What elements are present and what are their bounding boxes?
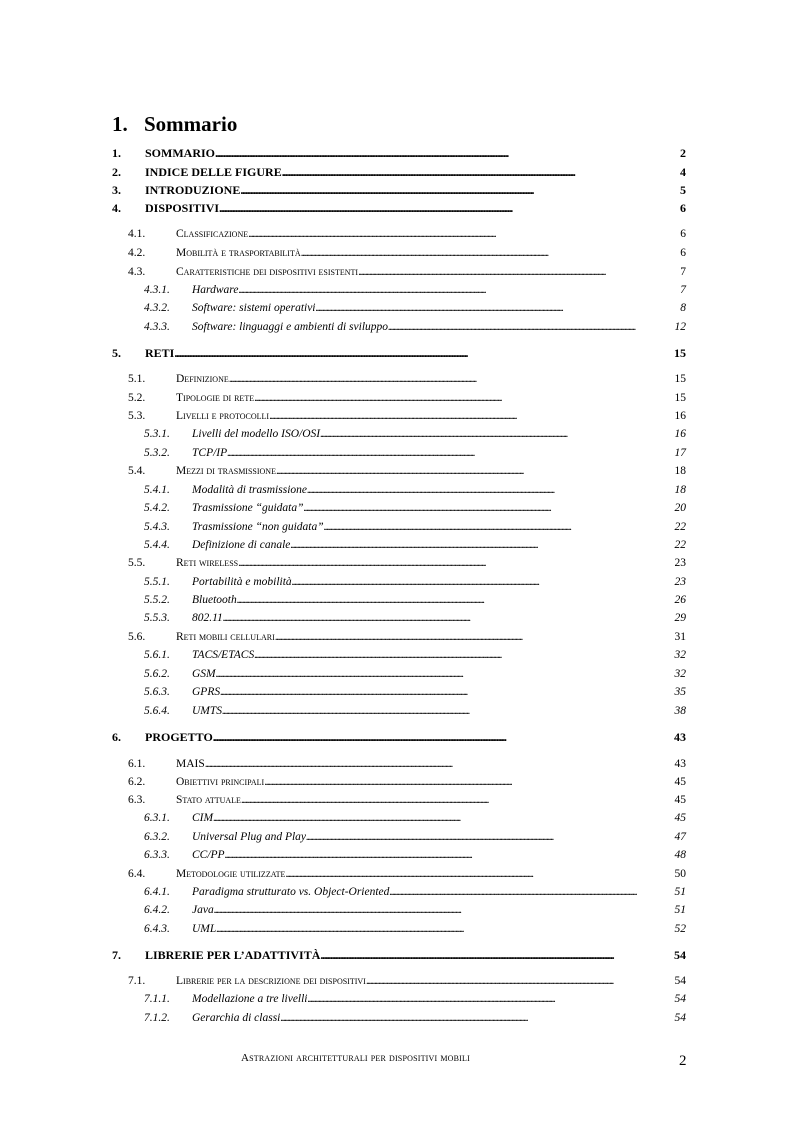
toc-entry-page: 12 — [674, 321, 686, 333]
toc-dot-leader — [229, 371, 675, 387]
toc-entry-title: Java — [192, 904, 214, 916]
toc-entry-page: 23 — [674, 557, 686, 569]
toc-entry-line — [176, 463, 686, 479]
toc-entry-line — [192, 482, 686, 498]
toc-entry-title: RETI — [145, 346, 175, 360]
toc-entry-number: 5.2. — [128, 392, 146, 404]
toc-entry-line — [192, 810, 686, 826]
toc-dot-leader — [241, 792, 675, 808]
toc-entry-line — [192, 703, 686, 719]
toc-entry-number: 5.5. — [128, 557, 146, 569]
toc-entry-line — [192, 282, 686, 298]
toc-entry-line — [192, 829, 686, 845]
toc-entry-title: LIBRERIE PER L’ADATTIVITÀ — [145, 948, 321, 962]
toc-dot-leader — [215, 145, 680, 161]
toc-entry[interactable] — [112, 182, 686, 198]
toc-entry-number: 6.3.2. — [144, 831, 170, 843]
toc-entry[interactable] — [112, 647, 686, 663]
toc-entry-title: Classificazione — [176, 228, 249, 240]
toc-entry-line — [192, 319, 686, 335]
toc-entry-line — [176, 792, 686, 808]
toc-entry-title: Librerie per la descrizione dei dispositivi — [176, 975, 366, 987]
toc-entry[interactable] — [112, 200, 686, 216]
toc-entry-title: Stato attuale — [176, 794, 241, 806]
toc-entry-page: 35 — [674, 686, 686, 698]
toc-entry-title: Gerarchia di classi — [192, 1012, 281, 1024]
toc-dot-leader — [254, 647, 674, 663]
toc-entry-number: 4.3. — [128, 266, 146, 278]
toc-entry-page: 54 — [674, 975, 686, 987]
toc-entry-number: 5.5.3. — [144, 612, 170, 624]
toc-entry-title: UMTS — [192, 705, 223, 717]
toc-entry[interactable] — [112, 729, 686, 745]
toc-entry-line — [176, 226, 686, 242]
toc-entry[interactable] — [112, 390, 686, 406]
toc-entry-title: Software: linguaggi e ambienti di sviluppo — [192, 321, 389, 333]
toc-entry-title: Caratteristiche dei dispositivi esistenti — [176, 266, 359, 278]
toc-entry[interactable] — [112, 145, 686, 161]
toc-entry-line — [145, 947, 686, 963]
toc-dot-leader — [304, 500, 675, 516]
toc-entry-line — [192, 684, 686, 700]
toc-dot-leader — [227, 445, 674, 461]
toc-entry-page: 16 — [674, 410, 686, 422]
toc-dot-leader — [358, 264, 680, 280]
toc-dot-leader — [292, 574, 675, 590]
toc-entry-page: 6 — [680, 247, 686, 259]
toc-dot-leader — [223, 610, 675, 626]
toc-entry-title: Reti mobili cellulari — [176, 631, 275, 643]
toc-entry-number: 5.4.4. — [144, 539, 170, 551]
toc-entry-line — [176, 973, 686, 989]
toc-entry[interactable] — [112, 264, 686, 280]
toc-entry-title: Definizione — [176, 373, 229, 385]
toc-entry-page: 17 — [674, 447, 686, 459]
footer-title: Astrazioni architetturali per dispositivi mobili — [241, 1052, 470, 1064]
toc-entry-title: CIM — [192, 812, 214, 824]
toc-entry[interactable] — [112, 319, 686, 335]
toc-dot-leader — [388, 319, 674, 335]
toc-entry-line — [192, 666, 686, 682]
toc-entry[interactable] — [112, 408, 686, 424]
page-title-text: Sommario — [144, 112, 238, 137]
toc-entry[interactable] — [112, 519, 686, 535]
toc-entry-page: 45 — [674, 776, 686, 788]
toc-entry[interactable] — [112, 684, 686, 700]
toc-entry-line — [192, 500, 686, 516]
toc-entry-line — [176, 866, 686, 882]
toc-entry[interactable] — [112, 345, 686, 361]
toc-entry-title: Portabilità e mobilità — [192, 576, 292, 588]
toc-entry[interactable] — [112, 991, 686, 1007]
toc-dot-leader — [308, 991, 675, 1007]
toc-entry-page: 52 — [674, 923, 686, 935]
toc-entry-page: 7 — [680, 266, 686, 278]
toc-entry-line — [192, 300, 686, 316]
toc-entry-line — [145, 729, 686, 745]
toc-dot-leader — [219, 200, 680, 216]
toc-entry-line — [176, 408, 686, 424]
toc-entry[interactable] — [112, 245, 686, 261]
toc-entry-line — [192, 991, 686, 1007]
toc-entry-title: Universal Plug and Play — [192, 831, 307, 843]
toc-dot-leader — [248, 226, 680, 242]
toc-entry[interactable] — [112, 629, 686, 645]
toc-dot-leader — [316, 300, 681, 316]
toc-dot-leader — [306, 829, 674, 845]
toc-entry[interactable] — [112, 973, 686, 989]
toc-entry-line — [192, 592, 686, 608]
toc-dot-leader — [213, 810, 674, 826]
toc-entry-page: 54 — [674, 993, 686, 1005]
toc-entry-line — [145, 182, 686, 198]
toc-dot-leader — [282, 164, 680, 180]
toc-entry-number: 6.4.1. — [144, 886, 170, 898]
toc-entry-title: Mobilità e trasportabilità — [176, 247, 301, 259]
toc-entry-line — [192, 426, 686, 442]
toc-entry-line — [176, 264, 686, 280]
toc-dot-leader — [280, 1010, 674, 1026]
toc-entry-number: 6.4.3. — [144, 923, 170, 935]
toc-entry-number: 5.3.1. — [144, 428, 170, 440]
toc-entry-line — [176, 629, 686, 645]
toc-dot-leader — [307, 482, 674, 498]
toc-entry-title: CC/PP — [192, 849, 225, 861]
toc-entry-page: 15 — [674, 346, 686, 360]
toc-entry-title: UML — [192, 923, 217, 935]
toc-entry-number: 6.3. — [128, 794, 146, 806]
toc-entry[interactable] — [112, 592, 686, 608]
toc-entry-page: 16 — [674, 428, 686, 440]
toc-entry-title: INDICE DELLE FIGURE — [145, 165, 282, 179]
toc-entry[interactable] — [112, 226, 686, 242]
toc-entry[interactable] — [112, 371, 686, 387]
toc-dot-leader — [276, 463, 675, 479]
toc-entry[interactable] — [112, 703, 686, 719]
toc-entry-page: 50 — [674, 868, 686, 880]
toc-entry-page: 15 — [674, 373, 686, 385]
toc-entry-number: 5.4.2. — [144, 502, 170, 514]
toc-entry-title: Trasmissione “guidata” — [192, 502, 304, 514]
toc-entry[interactable] — [112, 774, 686, 790]
toc-entry-title: Obiettivi principali — [176, 776, 265, 788]
toc-entry[interactable] — [112, 164, 686, 180]
toc-entry-number: 7.1.2. — [144, 1012, 170, 1024]
toc-entry[interactable] — [112, 463, 686, 479]
toc-entry-title: Livelli del modello ISO/OSI — [192, 428, 321, 440]
toc-entry[interactable] — [112, 610, 686, 626]
toc-entry-number: 5.6.3. — [144, 686, 170, 698]
toc-dot-leader — [366, 973, 675, 989]
toc-entry-page: 51 — [674, 886, 686, 898]
toc-entry-title: Paradigma strutturato vs. Object-Oriented — [192, 886, 390, 898]
toc-entry[interactable] — [112, 947, 686, 963]
toc-entry-number: 5.4.3. — [144, 521, 170, 533]
toc-dot-leader — [240, 182, 680, 198]
toc-entry-number: 5.5.1. — [144, 576, 170, 588]
toc-entry-page: 20 — [674, 502, 686, 514]
toc-entry[interactable] — [112, 792, 686, 808]
toc-entry-number: 7.1. — [128, 975, 146, 987]
toc-entry-number: 5.6.1. — [144, 649, 170, 661]
toc-entry-number: 2. — [112, 165, 121, 179]
toc-entry[interactable] — [112, 884, 686, 900]
toc-dot-leader — [216, 666, 675, 682]
toc-entry-number: 7. — [112, 948, 121, 962]
toc-dot-leader — [320, 947, 674, 963]
toc-entry-page: 4 — [680, 165, 686, 179]
toc-entry-page: 51 — [674, 904, 686, 916]
toc-entry-page: 43 — [674, 758, 686, 770]
toc-entry-number: 5.6.4. — [144, 705, 170, 717]
toc-entry-page: 8 — [680, 302, 686, 314]
toc-entry-title: INTRODUZIONE — [145, 183, 241, 197]
toc-entry-page: 54 — [674, 1012, 686, 1024]
toc-entry-number: 5.5.2. — [144, 594, 170, 606]
toc-entry-page: 6 — [680, 228, 686, 240]
page-title — [112, 112, 237, 137]
toc-entry[interactable] — [112, 1010, 686, 1026]
toc-entry[interactable] — [112, 537, 686, 553]
toc-entry-number: 4. — [112, 201, 121, 215]
toc-entry-title: Definizione di canale — [192, 539, 291, 551]
toc-entry-page: 23 — [674, 576, 686, 588]
toc-entry-page: 6 — [680, 201, 686, 215]
toc-entry-title: PROGETTO — [145, 730, 213, 744]
toc-dot-leader — [237, 592, 675, 608]
toc-dot-leader — [254, 390, 674, 406]
toc-entry-page: 22 — [674, 521, 686, 533]
toc-entry-title: Software: sistemi operativi — [192, 302, 316, 314]
toc-dot-leader — [216, 921, 674, 937]
toc-entry[interactable] — [112, 282, 686, 298]
toc-entry-number: 6.4. — [128, 868, 146, 880]
toc-entry-page: 22 — [674, 539, 686, 551]
toc-dot-leader — [320, 426, 674, 442]
toc-entry-title: GPRS — [192, 686, 221, 698]
toc-entry-line — [176, 371, 686, 387]
toc-entry[interactable] — [112, 756, 686, 772]
toc-entry-number: 6. — [112, 730, 121, 744]
toc-entry-line — [192, 847, 686, 863]
toc-entry-page: 18 — [674, 484, 686, 496]
toc-entry-number: 6.3.3. — [144, 849, 170, 861]
toc-entry-line — [192, 921, 686, 937]
toc-entry-line — [145, 200, 686, 216]
toc-entry-number: 5.6.2. — [144, 668, 170, 680]
toc-entry-title: Modalità di trasmissione — [192, 484, 308, 496]
toc-entry-line — [192, 647, 686, 663]
toc-entry-number: 4.3.1. — [144, 284, 170, 296]
toc-entry-number: 7.1.1. — [144, 993, 170, 1005]
toc-entry[interactable] — [112, 445, 686, 461]
toc-dot-leader — [214, 902, 675, 918]
toc-entry[interactable] — [112, 500, 686, 516]
toc-entry-page: 31 — [674, 631, 686, 643]
toc-entry-number: 5.3.2. — [144, 447, 170, 459]
toc-entry-number: 6.4.2. — [144, 904, 170, 916]
toc-entry-page: 18 — [674, 465, 686, 477]
toc-dot-leader — [285, 866, 674, 882]
page-title-number: 1. — [112, 112, 128, 137]
toc-entry-title: MAIS — [176, 758, 205, 770]
toc-entry[interactable] — [112, 810, 686, 826]
toc-dot-leader — [264, 774, 674, 790]
toc-dot-leader — [389, 884, 674, 900]
toc-entry-title: Mezzi di trasmissione — [176, 465, 276, 477]
toc-dot-leader — [324, 519, 675, 535]
toc-entry[interactable] — [112, 300, 686, 316]
toc-entry-number: 6.1. — [128, 758, 146, 770]
toc-entry-title: TACS/ETACS — [192, 649, 255, 661]
toc-entry-line — [192, 445, 686, 461]
toc-entry-page: 48 — [674, 849, 686, 861]
toc-entry-line — [192, 537, 686, 553]
toc-entry-number: 4.2. — [128, 247, 146, 259]
toc-dot-leader — [238, 282, 680, 298]
toc-entry-line — [145, 145, 686, 161]
toc-entry-page: 32 — [674, 668, 686, 680]
toc-entry-page: 26 — [674, 594, 686, 606]
toc-entry-page: 38 — [674, 705, 686, 717]
toc-entry-title: GSM — [192, 668, 216, 680]
toc-dot-leader — [269, 408, 674, 424]
toc-entry-title: Trasmissione “non guidata” — [192, 521, 324, 533]
toc-dot-leader — [174, 345, 674, 361]
toc-entry-title: Hardware — [192, 284, 239, 296]
toc-dot-leader — [290, 537, 674, 553]
toc-entry-line — [176, 390, 686, 406]
toc-entry-title: Metodologie utilizzate — [176, 868, 286, 880]
toc-entry-line — [192, 574, 686, 590]
toc-dot-leader — [301, 245, 681, 261]
toc-entry-title: DISPOSITIVI — [145, 201, 220, 215]
toc-entry-line — [145, 345, 686, 361]
toc-entry-line — [192, 902, 686, 918]
toc-entry-page: 2 — [680, 146, 686, 160]
toc-entry[interactable] — [112, 426, 686, 442]
toc-entry-title: SOMMARIO — [145, 146, 215, 160]
toc-entry-title: Livelli e protocolli — [176, 410, 270, 422]
toc-entry[interactable] — [112, 866, 686, 882]
toc-entry[interactable] — [112, 482, 686, 498]
page-number: 2 — [679, 1053, 687, 1069]
toc-entry-number: 5.1. — [128, 373, 146, 385]
toc-entry-page: 29 — [674, 612, 686, 624]
toc-entry-page: 32 — [674, 649, 686, 661]
toc-dot-leader — [213, 729, 674, 745]
toc-entry-page: 47 — [674, 831, 686, 843]
toc-entry-page: 54 — [674, 948, 686, 962]
toc-entry-line — [145, 164, 686, 180]
toc-entry-number: 1. — [112, 146, 121, 160]
toc-entry-page: 15 — [674, 392, 686, 404]
toc-dot-leader — [222, 703, 674, 719]
toc-entry-page: 45 — [674, 812, 686, 824]
toc-entry[interactable] — [112, 829, 686, 845]
toc-entry-page: 43 — [674, 730, 686, 744]
toc-entry-title: Bluetooth — [192, 594, 237, 606]
toc-entry-number: 6.3.1. — [144, 812, 170, 824]
toc-entry-title: Reti wireless — [176, 557, 239, 569]
toc-entry-page: 5 — [680, 183, 686, 197]
toc-entry-number: 5.6. — [128, 631, 146, 643]
toc-entry-page: 45 — [674, 794, 686, 806]
toc-entry-title: TCP/IP — [192, 447, 228, 459]
toc-dot-leader — [238, 555, 674, 571]
toc-entry-number: 4.3.3. — [144, 321, 170, 333]
toc-entry-line — [176, 245, 686, 261]
toc-entry[interactable] — [112, 666, 686, 682]
toc-entry-line — [192, 610, 686, 626]
toc-entry-title: Tipologie di rete — [176, 392, 255, 404]
toc-dot-leader — [275, 629, 675, 645]
toc-entry[interactable] — [112, 555, 686, 571]
toc-entry-page: 7 — [680, 284, 686, 296]
toc-entry[interactable] — [112, 574, 686, 590]
toc-entry-number: 5.4. — [128, 465, 146, 477]
toc-entry-title: Modellazione a tre livelli — [192, 993, 308, 1005]
toc-entry[interactable] — [112, 847, 686, 863]
toc-entry-number: 5.3. — [128, 410, 146, 422]
toc-entry-number: 4.1. — [128, 228, 146, 240]
toc-entry[interactable] — [112, 902, 686, 918]
toc-entry[interactable] — [112, 921, 686, 937]
toc-dot-leader — [220, 684, 674, 700]
toc-entry-line — [192, 1010, 686, 1026]
toc-entry-line — [176, 756, 686, 772]
toc-entry-number: 5.4.1. — [144, 484, 170, 496]
toc-entry-line — [176, 555, 686, 571]
toc-dot-leader — [205, 756, 675, 772]
toc-entry-number: 6.2. — [128, 776, 146, 788]
toc-entry-line — [192, 519, 686, 535]
toc-entry-line — [176, 774, 686, 790]
toc-entry-number: 4.3.2. — [144, 302, 170, 314]
toc-entry-title: 802.11 — [192, 612, 223, 624]
toc-entry-line — [192, 884, 686, 900]
toc-entry-number: 5. — [112, 346, 121, 360]
toc-dot-leader — [225, 847, 675, 863]
toc-entry-number: 3. — [112, 183, 121, 197]
